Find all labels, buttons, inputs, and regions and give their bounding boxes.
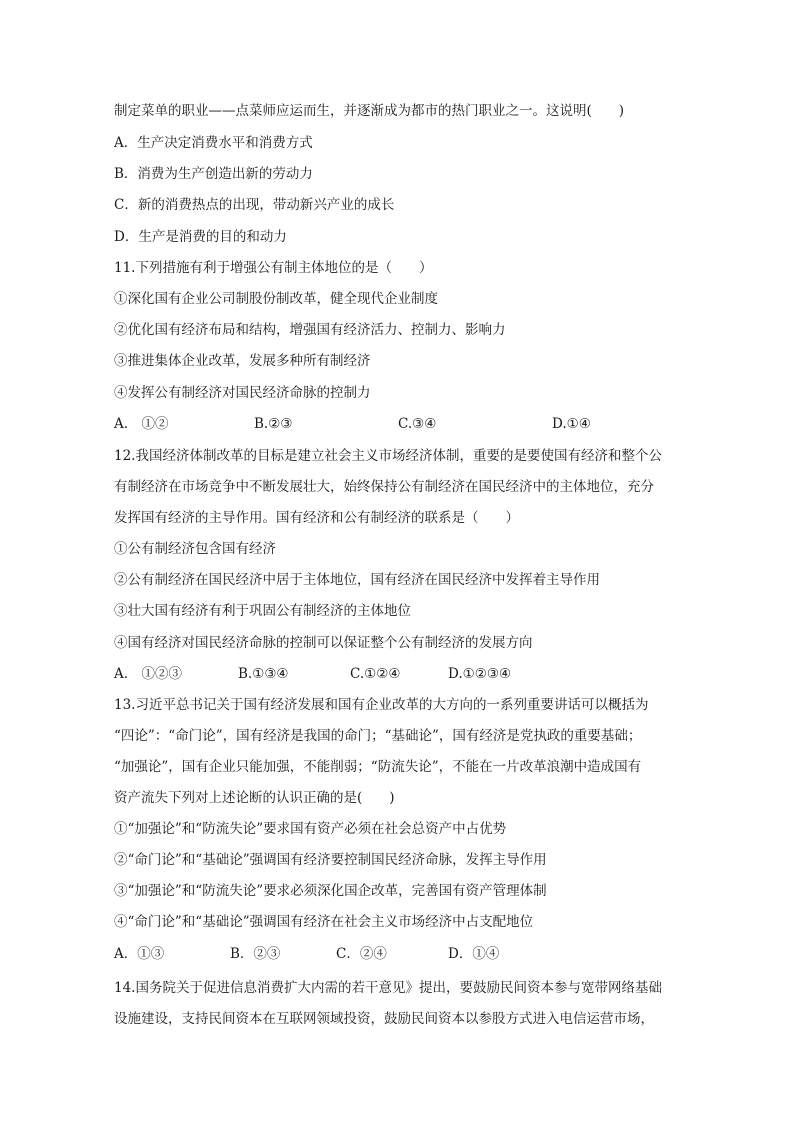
q13-item-1: ①“加强论”和“防流失论”要求国有资产必须在社会总资产中占优势 [114,821,507,837]
q14-stem-line-1: 14.国务院关于促进信息消费扩大内需的若干意见》提出，要鼓励民间资本参与宽带网络基础 [114,980,662,996]
q11-options [114,414,694,434]
q13-options [114,944,694,964]
q13-item-4: ④“命门论”和“基础论”强调国有经济在社会主义市场经济中占支配地位 [114,914,534,930]
q12-item-4: ④国有经济对国民经济命脉的控制可以保证整个公有制经济的发展方向 [114,635,533,651]
q11-option-b: B.②③ [254,416,293,432]
q12-item-3: ③壮大国有经济有利于巩固公有制经济的主体地位 [114,603,411,619]
q12-item-1: ①公有制经济包含国有经济 [114,541,276,557]
q10-stem: 制定菜单的职业——点菜师应运而生，并逐渐成为都市的热门职业之一。这说明( ) [114,103,625,119]
q12-option-d: D.①②③④ [448,666,512,682]
q14-stem-line-2: 设施建设，支持民间资本在互联网领域投资，鼓励民间资本以参股方式进入电信运营市场， [114,1011,654,1027]
q13-option-c: C．②④ [336,946,387,962]
q11-stem: 11.下列措施有利于增强公有制主体地位的是（ ） [114,260,433,276]
q13-option-d: D．①④ [448,946,500,962]
q13-stem-line-2: “四论”：“命门论”，国有经济是我国的命门；“基础论”，国有经济是党执政的重要基础； [114,728,642,744]
q12-item-2: ②公有制经济在国民经济中居于主体地位，国有经济在国民经济中发挥着主导作用 [114,572,600,588]
q11-item-4: ④发挥公有制经济对国民经济命脉的控制力 [114,385,371,401]
q10-option-a: A．生产决定消费水平和消费方式 [114,135,313,151]
q10-option-b: B．消费为生产创造出新的劳动力 [114,166,313,182]
q11-option-c: C.③④ [398,416,437,432]
q12-stem-line-2: 有制经济在市场竞争中不断发展壮大，始终保持公有制经济在国民经济中的主体地位，充分 [114,479,654,495]
q12-option-a: A. ①②③ [114,666,183,682]
q12-options [114,664,694,684]
q11-option-d: D.①④ [552,416,591,432]
q11-item-2: ②优化国有经济布局和结构，增强国有经济活力、控制力、影响力 [114,322,506,338]
q13-option-a: A．①③ [114,946,165,962]
q12-stem-line-1: 12.我国经济体制改革的目标是建立社会主义市场经济体制，重要的是要使国有经济和整个公 [114,448,662,464]
q13-item-2: ②“命门论”和“基础论”强调国有经济要控制国民经济命脉，发挥主导作用 [114,852,547,868]
q13-stem-line-4: 资产流失下列对上述论断的认识正确的是( ) [114,790,395,806]
q12-option-c: C.①②④ [350,666,401,682]
q11-item-1: ①深化国有企业公司制股份制改革，健全现代企业制度 [114,291,438,307]
q13-stem-line-1: 13.习近平总书记关于国有经济发展和国有企业改革的大方向的一系列重要讲话可以概括为 [114,697,649,713]
q10-option-d: D．生产是消费的目的和动力 [114,229,287,245]
q12-stem-line-3: 发挥国有经济的主导作用。国有经济和公有制经济的联系是（ ） [114,510,519,526]
q12-option-b: B.①③④ [238,666,289,682]
q13-option-b: B．②③ [230,946,281,962]
q13-stem-line-3: “加强论”，国有企业只能加强，不能削弱；“防流失论”，不能在一片改革浪潮中造成国有 [114,759,642,775]
q13-item-3: ③“加强论”和“防流失论”要求必须深化国企改革，完善国有资产管理体制 [114,883,547,899]
q10-option-c: C．新的消费热点的出现，带动新兴产业的成长 [114,197,395,213]
q11-item-3: ③推进集体企业改革，发展多种所有制经济 [114,353,371,369]
q11-option-a: A. ①② [114,416,169,432]
